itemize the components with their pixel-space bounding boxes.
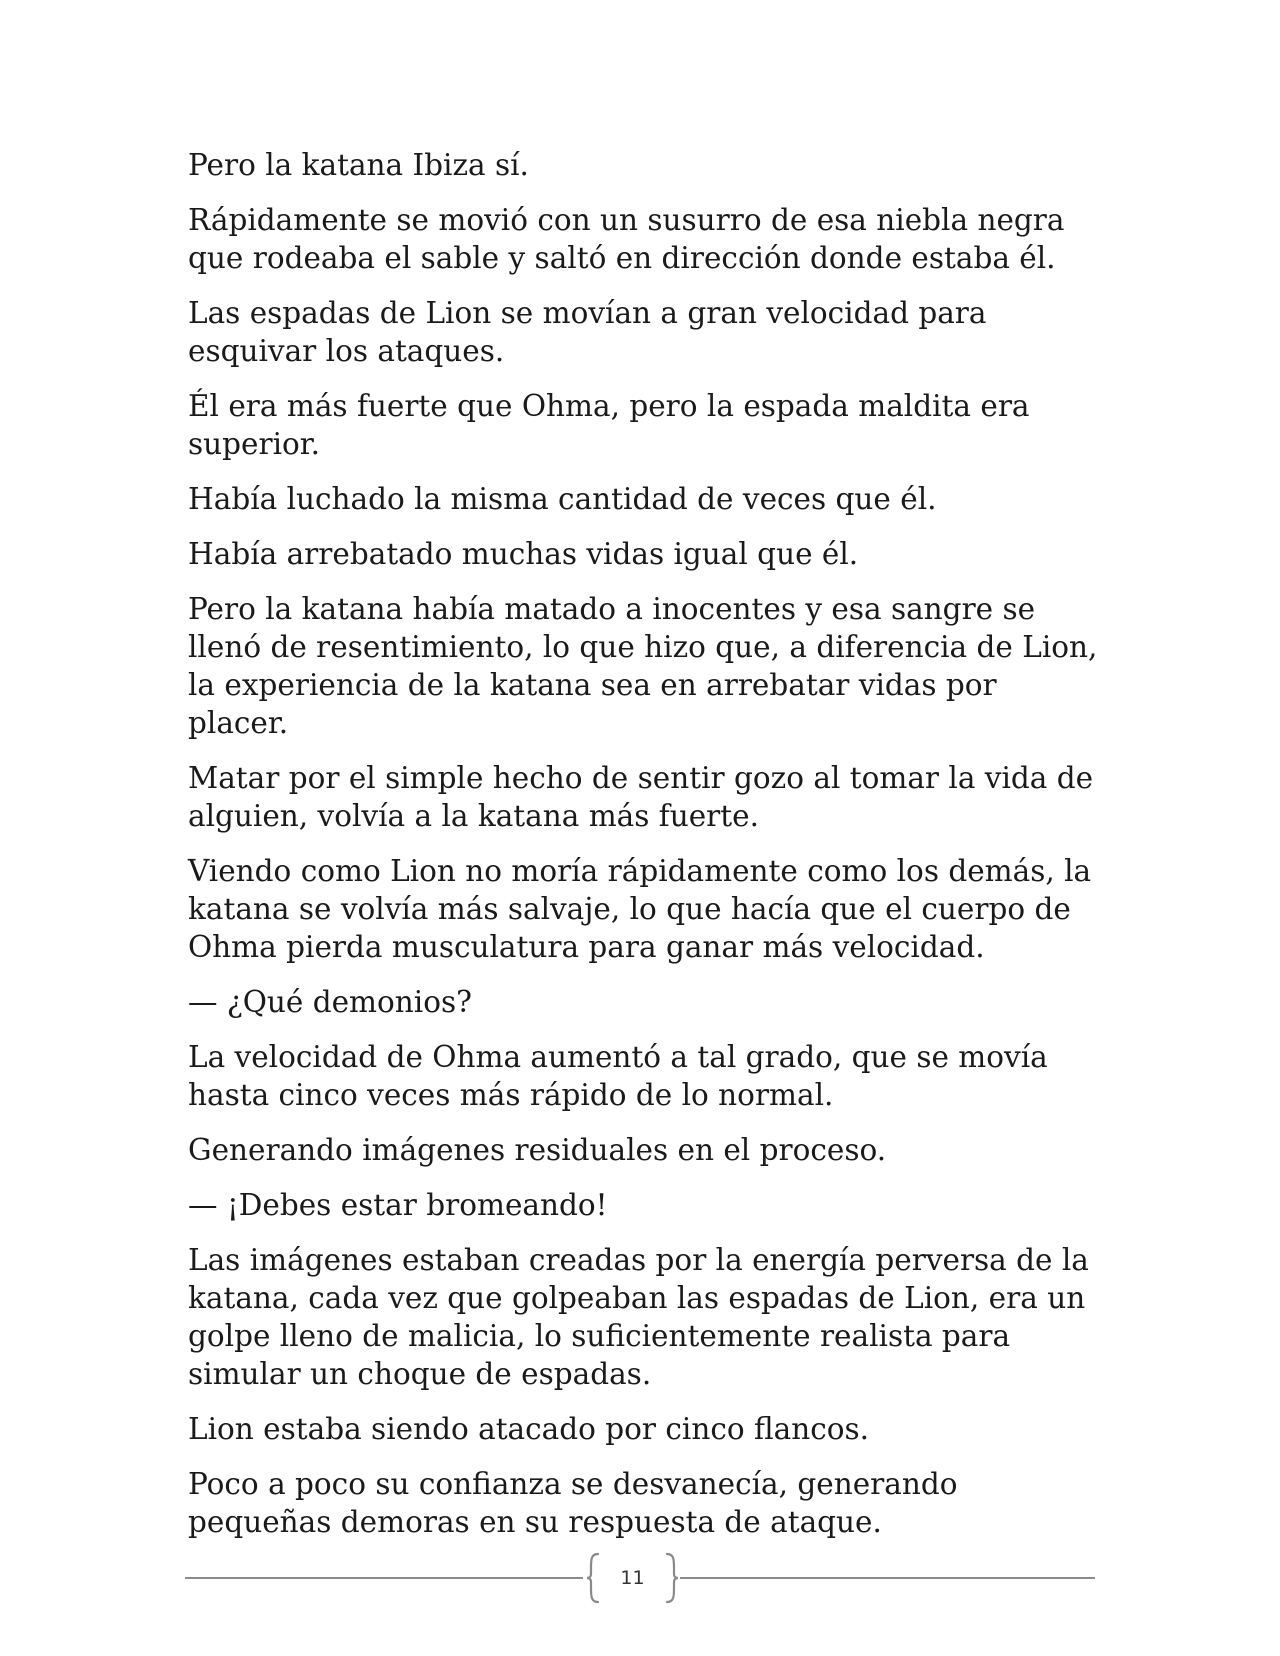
left-brace-ornament <box>585 1550 601 1606</box>
paragraph: Pero la katana había matado a inocentes y esa sangre se llenó de resentimiento, lo que hizo que, a diferencia de Lion, la experiencia de la katana sea en arrebatar vidas por placer. <box>188 592 1098 740</box>
paragraph: Él era más fuerte que Ohma, pero la espada maldita era superior. <box>188 389 1030 461</box>
paragraph: Había arrebatado muchas vidas igual que él. <box>188 537 859 571</box>
paragraph: Las espadas de Lion se movían a gran velocidad para esquivar los ataques. <box>188 296 987 368</box>
paragraph: Pero la katana Ibiza sí. <box>188 148 529 182</box>
paragraph: Poco a poco su confianza se desvanecía, generando pequeñas demoras en su respuesta de ataque. <box>188 1467 958 1539</box>
paragraph: La velocidad de Ohma aumentó a tal grado, que se movía hasta cinco veces más rápido de lo normal. <box>188 1040 1048 1112</box>
paragraph: Lion estaba siendo atacado por cinco flancos. <box>188 1412 870 1446</box>
paragraph: Había luchado la misma cantidad de veces que él. <box>188 482 937 516</box>
dialogue-line: — ¡Debes estar bromeando! <box>188 1188 608 1222</box>
page-body <box>188 146 1098 1558</box>
paragraph: Viendo como Lion no moría rápidamente como los demás, la katana se volvía más salvaje, lo que hacía que el cuerpo de Ohma pierda musculatura para ganar más velocidad. <box>188 854 1092 964</box>
paragraph: Las imágenes estaban creadas por la energía perversa de la katana, cada vez que golpeaban las espadas de Lion, era un golpe lleno de malicia, lo suficientemente realista para simular un choque de espadas. <box>188 1243 1089 1391</box>
paragraph: Generando imágenes residuales en el proceso. <box>188 1133 887 1167</box>
footer-rule-left <box>185 1577 583 1579</box>
paragraph: Rápidamente se movió con un susurro de esa niebla negra que rodeaba el sable y saltó en dirección donde estaba él. <box>188 203 1065 275</box>
footer-rule-right <box>680 1577 1095 1579</box>
paragraph: Matar por el simple hecho de sentir gozo al tomar la vida de alguien, volvía a la katana más fuerte. <box>188 761 1094 833</box>
dialogue-line: — ¿Qué demonios? <box>188 985 472 1019</box>
right-brace-ornament <box>664 1550 680 1606</box>
page-number: 11 <box>620 1567 645 1589</box>
page-footer <box>185 1550 1095 1606</box>
